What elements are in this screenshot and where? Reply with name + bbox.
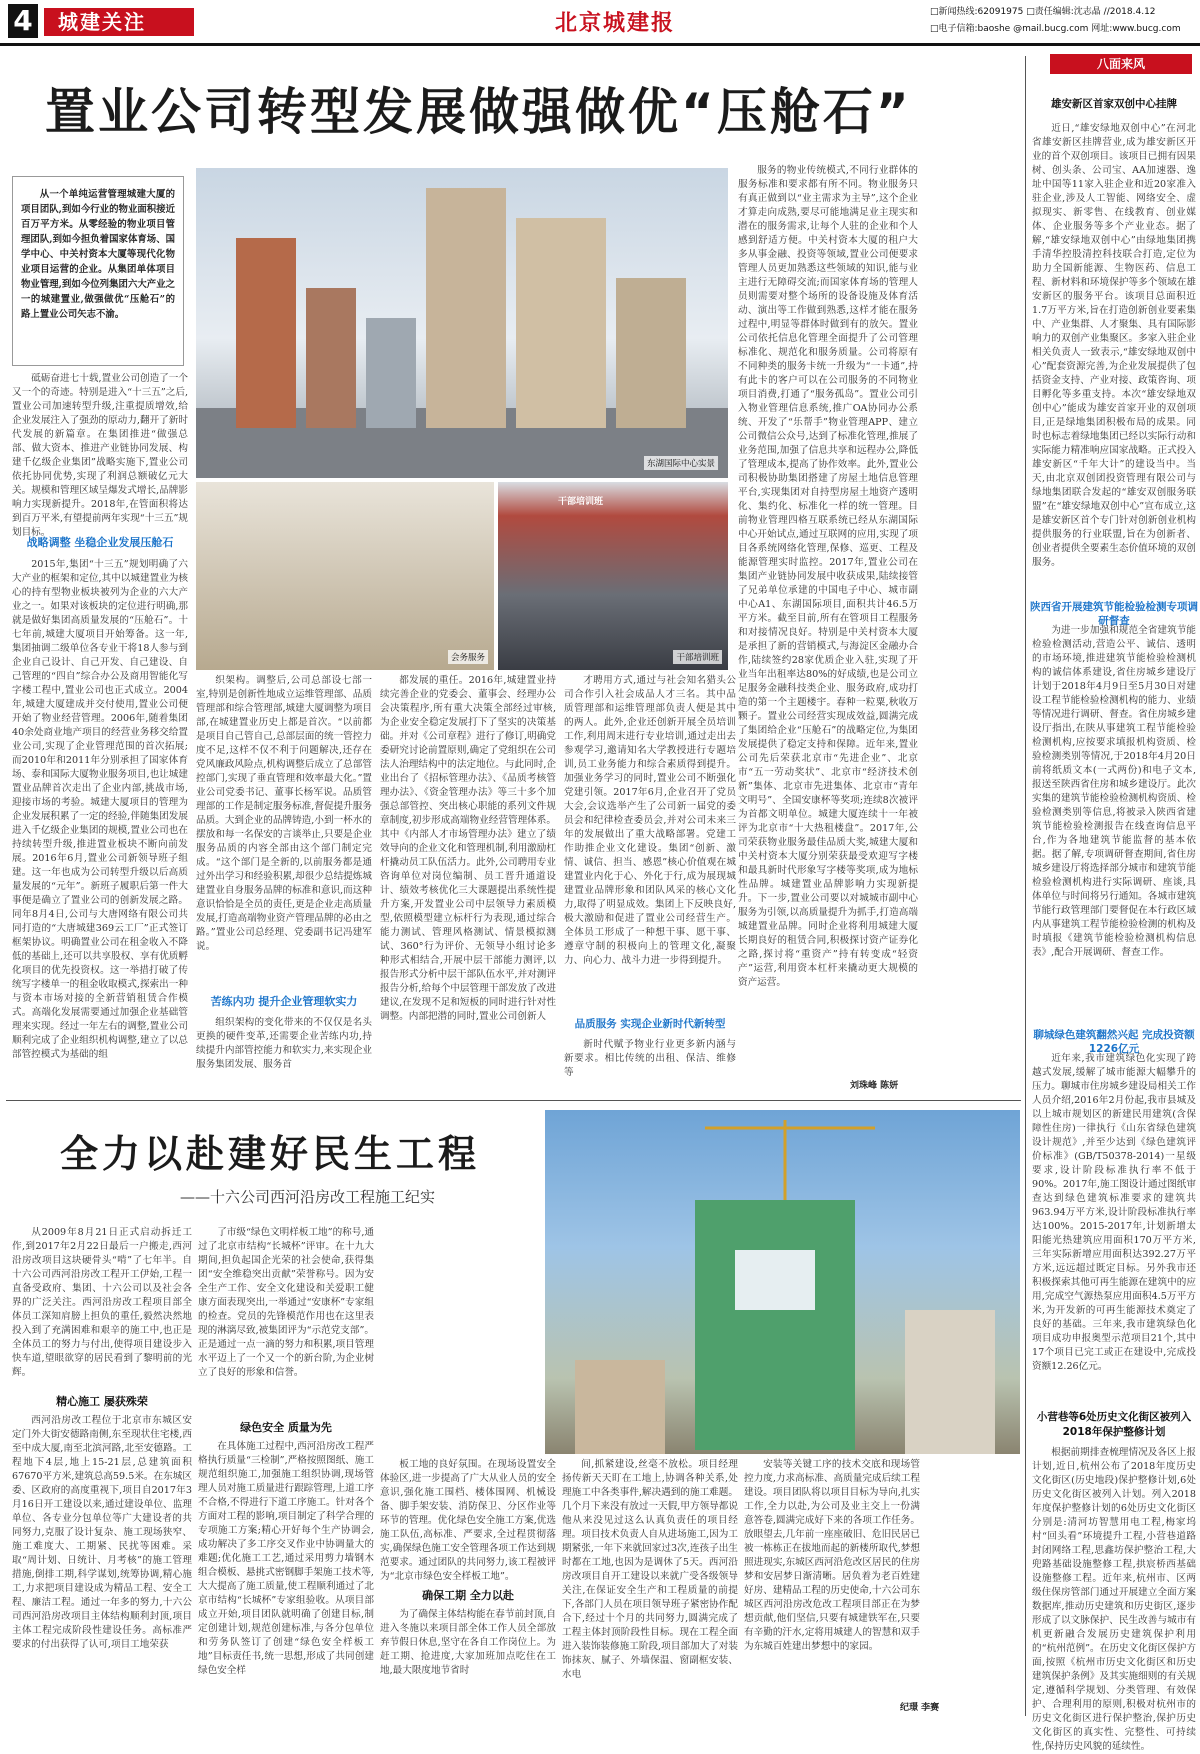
site-label: 网址:	[1091, 24, 1113, 34]
email-label: □电子信箱:	[930, 24, 978, 34]
site-url[interactable]: www.bucg.com	[1112, 24, 1181, 34]
photo-caption-2: 会务服务	[448, 650, 488, 664]
article2-col4: 间,抓紧建设,丝毫不放松。项目经理扬传新天天盯在工地上,协调各种关系,处理施工中各类事件,解决遇到的施工难题。几个月下来没有放过一天假,甲方领导都说他从来没见过这么认真负责任的项目经理。项目技术负责人自从进场施工,因为工期紧张,一年下来就回家过3次,连孩子出生时都在工地,也因为是调休了5天。西河沿房改项目自开工建设以来就广受各级领导关注,在保证安全生产和工程质量的前提下,各部门人员在项目领导班子紧密协作配合下,经过十个月的共同努力,圆满完成了工程主体封顶阶段性目标。现在工程全面进入装饰装修施工阶段,项目部加大了对装饰抹灰、腻子、外墙保温、窗副框安装、水电	[562, 1459, 738, 1680]
article1-byline: 刘珠峰 陈妍	[850, 1081, 899, 1091]
article2-col1b: 西河沿房改工程位于北京市东城区安定门外大街安德路南侧,东至现状住宅楼,西至中成大厦,南至北滨河路,北至安德路。工程地下4层,地上15-21层,总建筑面积67670平方米,建筑总高59.5米。在东城区委、区政府的高度重视下,项目自2017年3月16日开工建设以来,通过建设单位、监理单位、各专业分包单位等广大建设者的共同努力,克服了设计复杂、施工现场狭窄、施工难度大、工期紧、民扰等困难。采取“周计划、日统计、月考核”的施工管理措施,倒排工期,科学谋划,统筹协调,精心施工,力求把项目建设成为精品工程、安全工程、廉洁工程。通过一年多的努力,十六公司西河沿房改项目主体结构顺利封顶,项目主体工程完成阶段性建设任务。高标准严要求的付出获得了认可,项目工地荣获	[12, 1415, 192, 1650]
hotline: □新闻热线:62091975	[930, 7, 1024, 17]
photo-meeting-service	[196, 482, 494, 670]
article1-col3: 都发展的重任。2016年,城建置业持续完善企业的党委会、董事会、经理办公会决策程序,所有重大决策全部经过审核,为企业安全稳定发展打下了坚实的决策基础。并对《公司章程》进行了修订,明确党委研究讨论前置原则,确定了党组织在公司法人治理结构中的法定地位。与此同时,企业出台了《招标管理办法》、《品质考核管理办法》、《资金管理办法》等三十多个加强总部管控、突出核心职能的系列文件规章制度,初步形成高端物业经营管理体系。其中《内部人才市场管理办法》建立了绩效导向的企业文化和管理机制,利用激励杠杆撬动员工队伍活力。此外,公司聘用专业咨询单位对岗位编制、员工晋升通道设计、绩效考核优化三大课题提出系统性提升方案,开发置业公司中层领导力素质模型,依照模型建立标杆行为表现,通过综合能力测试、管理风格测试、情景模拟测试、360°行为评价、无领导小组讨论多种形式相结合,开展中层干部能力测评,以报告形式分析中层干部队伍水平,并对测评报告分析,给每个中层管理干部发放了改进建议,在发现不足和短板的同时进行针对性调整。内部把潜的同时,置业公司创新人	[380, 675, 556, 1022]
sidebar-text-1: 近日,“雄安绿地双创中心”在河北省雄安新区挂牌营业,成为雄安新区开业的首个双创项目。该项目已拥有因果树、创头条、公司宝、AA加速器、逸址中国等11家入驻企业和近20家准入驻企业,涉及人工智能、网络安全、虚拟现实、新零售、在线教育、创业媒体、企业服务等多个产业业态。据了解,“雄安绿地双创中心”由绿地集团携手清华控股清控科技联合打造,定位为助力全国新能源、生物医药、信息工程、新材料和环境保护等多个领域在雄安新区的服务平台。该项目总面积近1.7万平方米,旨在打造创新创业要素集中、产业集群、人才聚集、具有国际影响力的双创产业集聚区。多家入驻企业相关负责人一致表示,“雄安绿地双创中心”配套资源完善,为企业发展提供了包括资金支持、产业对接、政策咨询、项目孵化等多重支持。本次“雄安绿地双创中心”能成为雄安首家开业的双创项目,正是绿地集团积极布局的成果。同时也标志着绿地集团已经以实际行动和实际能力精准响应国家战略。正式投入雄安新区“千年大计”的建设当中。当天,由北京双创团投资管理有限公司与绿地集团联合发起的“雄安双创服务联盟”在“雄安绿地双创中心”宣布成立,这是雄安新区首个专门针对创新创业机构提供服务的行业联盟,旨在为创新者、创业者提供全要素生态价值环境的双创服务。	[1032, 123, 1196, 568]
article2-col2: 了市级“绿色文明样板工地”的称号,通过了北京市结构“长城杯”评审。在十九大期间,担负起国企光荣的社会使命,获得集团“安全维稳突出贡献”荣誉称号。因为安全生产工作、安全文化建设和关爱职工健康方面表现突出,一举通过“安康杯”专家组的检查。党员的先锋模范作用也在这里表现的淋漓尽致,被集团评为“示范党支部”。正是通过一点一滴的努力和积累,项目管理水平迈上了一个又一个的新台阶,为企业树立了良好的形象和信誉。	[198, 1227, 374, 1378]
section-title: 城建关注	[44, 8, 194, 36]
article1-intro: 砥砺奋进七十载,置业公司创造了一个又一个的奇迹。特别是进入“十三五”之后,置业公司加速转型升级,注重提质增效,给企业发展注入了强劲的原动力,翻开了新时代发展的新篇章。在集团推进“做强总部、做大资本、推进产业链协同发展、构建千亿级企业集团”战略实施下,置业公司依托协同优势,实现了利润总额破亿元大关。规模和管理区域呈爆发式增长,品牌影响力实现新提升。2018年,在管面积将达到百万平米,有望提前两年实现“十三五”规划目标。	[12, 373, 188, 538]
article1-col1: 2015年,集团“十三五”规划明确了六大产业的框架和定位,其中以城建置业为核心的持有型物业板块被列为企业的六大产业之一。如果对该板块的定位进行明确,那就是做好集团高质量发展的“压舱石”。十七年前,城建大厦项目开始筹备。这一年,集团抽调二级单位各专业干将18人参与到企业自己设计、自己开发、自己建设、自己管理的“四自”综合办公及商用智能化写字楼工程中,置业公司也正式成立。2004年,城建大厦建成并交付使用,置业公司便开始了物业经营管理。2006年,随着集团40余处商业地产项目的经营业务移交给置业公司,实现了企业管理范围的首次拓展;而2010年和2011年分别承担了国家体育场、泰和国际大厦物业服务项目,也让城建置业品牌首次走出了企业内部,挑战市场,迎接市场的考验。城建大厦项目的管理为企业发展积累了一定的经验,伴随集团发展进入千亿级企业集团的规模,置业公司也在持续转型升级,推进置业板块不断向前发展。2016年6月,置业公司新领导班子组建。这一年也成为公司转型升级以后高质量发展的“元年”。新班子履职后第一件大事便是确立了置业公司的创新发展之路。同年8月4日,公司与大唐网络有限公司共同打造的“大唐城建369云工厂”正式签订框架协议。明确置业公司在租金收入不降低的基础上,还可以共享股权、享有优质孵化项目的优先投资权。这一举措打破了传统写字楼单一的租金收取模式,探索出一种与资本市场对接的全新营销租赁合作模式。高端化发展需要通过加强企业基础管理来实现。经过一年左右的调整,置业公司顺利完成了企业组织机构调整,建立了以总部管控模式为基础的组	[12, 559, 188, 1060]
header-info	[930, 4, 1192, 38]
building-illustration	[196, 168, 728, 478]
construction-illustration	[545, 1110, 1020, 1454]
paper-name: 北京城建报	[554, 10, 675, 36]
article1-headline: 置业公司转型发展做强做优“压舱石”	[45, 83, 912, 141]
masthead	[0, 0, 1200, 42]
article2-col2b: 在具体施工过程中,西河沿房改工程严格执行质量“三检制”,严格按照图纸、施工规范组织施工,加强施工组织协调,现场管理人员对施工质量进行跟踪管理,上道工序不合格,不得进行下道工序施工。针对各个方面对工程的影响,项目制定了科学合理的专项施工方案;精心开好每个生产协调会,成功解决了多工序交叉作业中协调量大的难题;优化施工工艺,通过采用剪力墙钢木组合模板、悬挑式密钢脚手架施工技术等,大大提高了施工质量,使工程顺利通过了北京市结构“长城杯”专家组验收。从项目部成立开始,项目团队就明确了创建目标,制定创建计划,规范创建标准,与各分包单位和劳务队签订了创建“绿色安全样板工地”目标责任书,统一思想,形成了共同创建绿色安全样	[198, 1441, 374, 1676]
sidebar-text-3: 近年来,我市建筑绿色化实现了跨越式发展,缓解了城市能源大幅攀升的压力。聊城市住房城乡建设局相关工作人员介绍,2016年2月份起,我市县城及以上城市规划区的新建民用建筑(含保障性住房)一律执行《山东省绿色建筑设计规范》,并至少达到《绿色建筑评价标准》(GB/T50378-2014)一星级要求,设计阶段标准执行率不低于90%。2017年,施工图设计通过图纸审查达到绿色建筑标准要求的建筑共963.94万平方米,设计阶段标准执行率达100%。2015-2017年,计划新增太阳能光热建筑应用面积170万平方米,三年实际新增应用面积达392.27万平方米,远远超过既定目标。另外我市还积极探索其他可再生能源在建筑中的应用,完成空气源热泵应用面积4.5万平方米,为开发新的可再生能源技术奠定了良好的基础。三年来,我市建筑绿色化项目成功申报奥型示范项目21个,其中17个项目已完工或正在建设中,完成投资额12.26亿元。	[1032, 1053, 1196, 1372]
article2-col3b: 为了确保主体结构能在春节前封顶,自进入冬施以来项目部全体工作人员全部放弃节假日休息,坚守在各自工作岗位上。为赶工期、抢进度,大家加班加点吃住在工地,最大限度地节省时	[380, 1609, 556, 1676]
article1-subhead-2: 苦练内功 提升企业管理软实力	[210, 995, 358, 1008]
sidebar-text-4: 根据前期排查梳理情况及各区上报计划,近日,杭州公布了2018年度历史文化街区(历史地段)保护整修计划,6处历史文化街区被列入计划。列入2018年度保护整修计划的6处历史文化街区分别是:清河坊智慧用电工程,梅家坞村“回头看”环境提升工程,小营巷道路封闭网络工程,思鑫坊保护整治工程,大兜路基础设施整修工程,拱宸桥西基础设施整修工程。近年来,杭州市、区两级住保房管部门通过开展建立全面方案数据库,推动历史建筑和历史街区,逐步形成了以文脉保护、民生改善与城市有机更新融合发展历史建筑保护利用的“杭州范例”。在历史文化街区保护方面,按照《杭州市历史文化街区和历史建筑保护条例》及其实施细则的有关规定,遵循科学规划、分类管理、有效保护、合理利用的原则,积极对杭州市的历史文化街区进行保护整治,保护历史文化街区的真实性、完整性、可持续性,保持历史风貌的延续性。	[1032, 1447, 1196, 1752]
training-banner: 干部培训班	[558, 497, 604, 507]
article2-headline: 全力以赴建好民生工程	[60, 1132, 481, 1176]
sidebar-text-2: 为进一步加强和规范全省建筑节能检验检测活动,营造公平、诚信、透明的市场环境,推进建筑节能检验检测机构的诚信体系建设,省住房城乡建设厅计划于2018年4月9日至5月30日对建设工程节能检验检测机构的能力、业绩等情况进行调研、督查。省住房城乡建设厅指出,在陕从事建筑工程节能检验检测机构,应按要求填报机构资质、检验检测类别等情况,于2018年4月20日前将纸质文本(一式两份)和电子文本,报送至陕西省住房和城乡建设厅。此次实集的建筑节能检验检测机构资质、检验检测类别等信息,将被录入陕西省建筑节能检验检测报告在线查询信息平台,作为各地建筑节能监督的基本依据。据了解,专项调研督查期间,省住房城乡建设厅将选择部分城市和建筑节能检验检测机构进行实际调研、座谈,具体单位与时间将另行通知。各城市建筑节能行政管理部门要督促在本行政区域内从事建筑工程节能检验检测的机构及时填报《建筑节能检验检测机构信息表》,配合开展调研、督查工作。	[1032, 625, 1196, 958]
article1-col2: 织架构。调整后,公司总部设七部一室,特别是创新性地成立运维管理部、品质管理部和综合管理部,城建大厦调整为项目部,在城建置业历史上都是首次。“以前都是项目自己管自己,总部层面的统一管控力度不足,这样不仅不利于问题解决,还存在党风廉政风险点,机构调整后成立了总部管控部门,实现了垂直管理和效率最大化。”置业公司党委书记、董事长杨军说。品质管理部的工作是制定服务标准,督促提升服务品质。大到企业的品牌铸造,小到一杯水的摆放和每一名保安的言谈举止,只要是企业服务品质的内容全部由这个部门制定完成。“这个部门是全新的,以前服务都是通过外出学习和经验积累,却很少总结提炼城建置业自身服务品牌的标准和意识,而这种意识恰恰是全员的责任,更是企业走高质量发展,打造高端物业资产管理品牌的必由之路。”置业公司总经理、党委副书记冯建军说。	[196, 675, 372, 952]
article2-col1: 从2009年8月21日正式启动拆迁工作,到2017年2月22日最后一户搬走,西河沿房改项目这块硬骨头“啃”了七年半。自十六公司西河沿房改工程开工伊始,工程一直备受政府、集团、十六公司以及社会各界的广泛关注。西河沿房改工程项目部全体员工深知肩膀上担负的重任,毅然决然地投入到了充满困难和艰辛的施工中,也正是全体员工的努力与付出,使得项目建设步入快车道,望眼欲穿的居民看到了黎明前的光辉。	[12, 1227, 192, 1378]
article1-subhead-1: 战略调整 坐稳企业发展压舱石	[26, 536, 174, 549]
issue-date: //2018.4.12	[1103, 7, 1156, 17]
article2-col5: 安装等关键工序的技术交底和现场管控力度,力求高标准、高质量完成后续工程建设。项目团队将以项目目标为导向,扎实工作,全力以赴,为公司及业主交上一份满意答卷,圆满完成好下来的各项工作任务。放眼望去,几年前一座座破旧、危旧民居已被一栋栋正在拔地而起的新楼所取代,梦想照进现实,东城区西河沿危改区居民的住房梦和安居梦日渐清晰。居负着为老百姓建好房、建精品工程的历史使命,十六公司东城区西河沿房改危改工程项目部正在为梦想贡献,他们坚信,只要有城建铁军在,只要有辛勤的汗水,定将用城建人的智慧和双手为东城百姓建出梦想中的家园。	[744, 1459, 920, 1652]
sidebar-badge: 八面来风	[1050, 54, 1192, 74]
page-number: 4	[8, 4, 38, 38]
article1-subhead-3: 品质服务 实现企业新时代新转型	[574, 1018, 726, 1030]
article2-col3: 板工地的良好氛围。在现场设置安全体验区,进一步提高了广大从业人员的安全意识,强化施工围档、楼体围网、机械设备、脚手架安装、消防保卫、分区作业等环节的管理。优化绿色安全施工方案,优选施工队伍,高标准、严要求,全过程贯彻落实,确保绿色施工安全管理各项工作达到规范要求。通过团队的共同努力,该工程被评为“北京市绿色安全样板工地”。	[380, 1459, 556, 1582]
photo-cadre-training	[498, 482, 728, 670]
article2-subhead: ——十六公司西河沿房改工程施工纪实	[180, 1188, 436, 1206]
editor: □责任编辑:沈志晶	[1026, 7, 1101, 17]
lead-text: 从一个单纯运营管理城建大厦的项目团队,到如今行业的物业面积接近百万平方米。从零经验的物业项目管理团队,到如今担负着国家体育场、国学中心、中关村资本大厦等现代化物业项目运营的企业。从集团单体项目物业管理,到如今位列集团六大产业之一的城建置业,做强做优“压舱石”的路上置业公司矢志不渝。	[21, 189, 175, 320]
article2-subhead-2: 绿色安全 质量为先	[240, 1421, 332, 1434]
article2-byline: 纪璟 李赛	[900, 1703, 940, 1713]
photo-construction-site	[545, 1110, 1020, 1454]
article2-subhead-3: 确保工期 全力以赴	[422, 1589, 514, 1602]
article1-col4: 才聘用方式,通过与社会知名猎头公司合作引入社会成品人才三名。其中品质管理部和运维管理部负责人便是其中的两人。此外,企业还创新开展全员培训工作,利用周末进行专业培训,通过走出去参观学习,邀请知名大学教授进行专题培训,员工业务能力和综合素质得到提升。加强业务学习的同时,置业公司不断强化党建引领。2017年6月,企业召开了党员大会,会议选举产生了公司新一届党的委员会和纪律检查委员会,并对公司未来三年的发展做出了重大战略部署。党建工作助推企业文化建设。集团“创新、激情、诚信、担当、感恩”核心价值观在城建置业内化于心、外化于行,成为展现城建置业品牌形象和团队风采的核心文化力,取得了明显成效。集团上下反映良好,极大激励和促进了置业公司经营生产。全体员工形成了一种想干事、愿干事、遵章守制的积极向上的管理文化,凝聚力、向心力、战斗力进一步得到提升。	[564, 675, 736, 966]
sidebar-title-3: 聊城绿色建筑翻然兴起 完成投资额1226亿元	[1033, 1029, 1195, 1055]
photo-caption-3: 干部培训班	[673, 650, 722, 664]
article1-lead	[12, 176, 184, 366]
article1-col5: 服务的物业传统模式,不同行业群体的服务标准和要求都有所不同。物业服务只有真正做到以“业主需求为主导”,这个企业才算走向成熟,要尽可能地满足业主现实和潜在的服务需求,让每个人驻的企业和个人感到舒适方便。中关村资本大厦的租户大多从事金融、投资等领域,置业公司便要求管理人员更加熟悉这些领域的知识,能与业主进行无障碍交流;而国家体育场的管理人员则需要对整个场所的设备设施及体育活动、演出等工作做到熟悉,这样才能在服务过程中,明显等群体时做到有的放矢。置业公司依托信息化管理全面提升了公司管理标准化、规范化和服务质量。公司将原有不同种类的服务卡统一升级为“一卡通”,持有此卡的客户可以在公司服务的不同物业项目消费,打通了“服务孤岛”。置业公司引入物业管理信息系统,推广OA协同办公系统、开发了“乐帮手”物业管理APP、建立公司微信公众号,达到了标准化管理,推展了业务范围,加强了信息共享和远程办公,降低了管理成本,提高了协作效率。此外,置业公司积极协助集团搭建了房屋土地信息管理平台,实现集团对自持型房屋土地资产透明化、集约化、标准化一样的统一管理。目前物业管理四格互联系统已经从东湖国际中心开始试点,通过互联网的应用,实现了项目各系统网络化管理,保修、巡更、工程及能源管理实时监控。2017年,置业公司在集团产业链协同发展中收获成果,陆续接管了兄弟单位承建的中国电子中心、城市副中心A1、东湖国际项目,面积共计46.5万平方米。截至目前,所有在管项目工程服务和对接情况良好。特别是中关村资本大厦是承担了新的营销模式,与海淀区金融办合作,陆续签约28家优质企业入驻,实现了开业当年出租率达80%的好成绩,也是公司立足服务金融科技类企业、服务政府,成功打造的第一个主题楼宇。春种一粒粟,秋收万颗子。置业公司经营实现成效益,圆满完成了集团给企业“压舱石”的战略定位,为集团发展提供了稳定支持和保障。近年来,置业公司先后荣获北京市“先进企业”、北京市“五一劳动奖状”、北京市“经济技术创新”集体、北京市先进集体、北京市“青年文明号”、全国安康杯等奖项;连续8次被评为首都文明单位。城建大厦连续十一年被评为北京市“十大热租楼盘”。2017年,公司荣获物业服务最佳品质大奖,城建大厦和中关村资本大厦分别荣获最受欢迎写字楼和最具新时代形象写字楼等奖项,成为地标性品牌。城建置业品牌影响力实现新提升。下一步,置业公司要以对城城市副中心服务为引领,以高质量提升为抓手,打造高端城建置业品牌。同时企业将利用城建大厦长期良好的租赁合同,积极探讨资产证券化之路,探讨将“重资产”持有转变成“轻资产”运营,利用资本杠杆来撬动更大规模的资产运营。	[738, 165, 918, 988]
sidebar-title-2: 陕西省开展建筑节能检验检测专项调研督查	[1030, 601, 1198, 627]
photo-caption-1: 东湖国际中心实景	[644, 456, 718, 470]
sidebar-title-1: 雄安新区首家双创中心挂牌	[1051, 98, 1177, 110]
article1-col2b: 组织架构的变化带来的不仅仅是名头更换的硬件变革,还需要企业苦练内功,持续提升内部管控能力和软实力,来实现企业服务集团发展、服务首	[196, 1017, 372, 1070]
email: baoshe @mail.bucg.com	[977, 24, 1089, 34]
article2-subhead-1: 精心施工 屡获殊荣	[56, 1395, 148, 1408]
sidebar-title-4: 小营巷等6处历史文化街区被列入2018年保护整修计划	[1036, 1411, 1192, 1438]
photo-donghu-center	[196, 168, 728, 478]
article1-col4b: 新时代赋予物业行业更多新内涵与新要求。相比传统的出租、保洁、维修等	[564, 1039, 736, 1078]
